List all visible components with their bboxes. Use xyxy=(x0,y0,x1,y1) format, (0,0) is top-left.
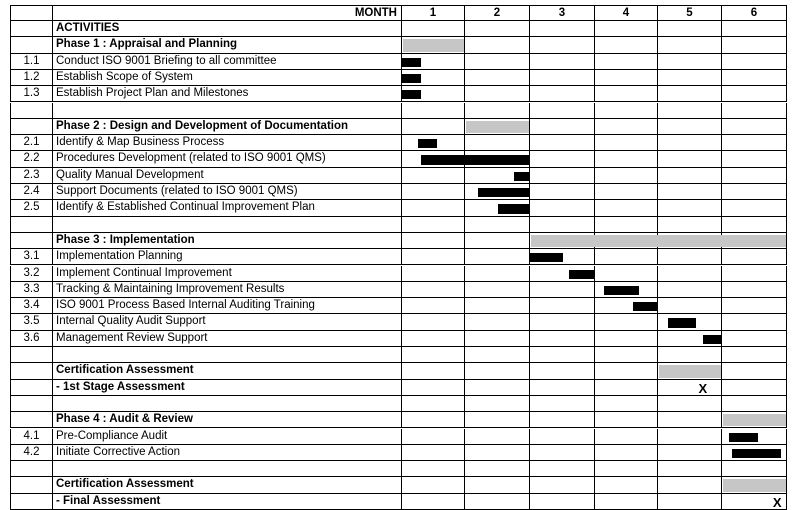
phase-span-fill xyxy=(659,365,721,377)
month-cell xyxy=(530,363,595,379)
month-cell xyxy=(658,477,722,493)
month-cell xyxy=(595,168,658,184)
row-number: 2.2 xyxy=(10,151,53,167)
month-cell xyxy=(658,249,722,265)
month-cell xyxy=(658,282,722,298)
month-cell xyxy=(595,494,658,510)
month-cell xyxy=(658,266,722,282)
month-cell xyxy=(658,461,722,477)
month-cell xyxy=(722,461,787,477)
section-heading: Certification Assessment xyxy=(53,363,402,379)
phase-span-fill xyxy=(723,479,786,491)
row-number: 2.3 xyxy=(10,168,53,184)
row-number: 1.1 xyxy=(10,54,53,70)
month-cell xyxy=(722,314,787,330)
month-cell xyxy=(530,298,595,314)
month-cell xyxy=(530,184,595,200)
month-header-1: 1 xyxy=(402,5,465,21)
section-heading: Phase 3 : Implementation xyxy=(53,233,402,249)
schedule-bar xyxy=(633,302,658,311)
month-cell xyxy=(722,282,787,298)
month-cell xyxy=(722,347,787,363)
month-cell xyxy=(530,151,595,167)
activity-label: Initiate Corrective Action xyxy=(53,445,402,461)
month-cell xyxy=(595,103,658,119)
row-number: 3.4 xyxy=(10,298,53,314)
month-cell xyxy=(465,380,530,396)
month-cell xyxy=(595,217,658,233)
row-number xyxy=(10,396,53,412)
month-cell xyxy=(530,217,595,233)
month-cell xyxy=(658,380,722,396)
row-number xyxy=(10,380,53,396)
month-cell xyxy=(530,119,595,135)
month-cell xyxy=(530,103,595,119)
month-cell xyxy=(595,347,658,363)
month-cell xyxy=(530,200,595,216)
activity-label: Conduct ISO 9001 Briefing to all committee xyxy=(53,54,402,70)
month-cell xyxy=(402,119,465,135)
month-cell xyxy=(595,184,658,200)
schedule-bar xyxy=(418,139,437,148)
month-cell xyxy=(530,21,595,37)
month-cell xyxy=(658,21,722,37)
month-cell xyxy=(658,396,722,412)
section-heading: - Final Assessment xyxy=(53,494,402,510)
month-header-5: 5 xyxy=(658,5,722,21)
schedule-bar xyxy=(729,433,758,442)
month-cell xyxy=(595,380,658,396)
activity-label xyxy=(53,103,402,119)
month-cell xyxy=(465,494,530,510)
month-cell xyxy=(530,70,595,86)
month-cell xyxy=(595,54,658,70)
month-cell xyxy=(530,445,595,461)
month-cell xyxy=(465,331,530,347)
month-cell xyxy=(530,37,595,53)
month-cell xyxy=(530,54,595,70)
month-cell xyxy=(658,103,722,119)
section-heading: Phase 4 : Audit & Review xyxy=(53,412,402,428)
month-cell xyxy=(402,494,465,510)
month-header-4: 4 xyxy=(595,5,658,21)
row-number xyxy=(10,217,53,233)
schedule-bar xyxy=(421,155,530,164)
month-cell xyxy=(530,86,595,102)
month-cell xyxy=(595,266,658,282)
month-cell xyxy=(595,363,658,379)
month-cell xyxy=(722,217,787,233)
month-cell xyxy=(530,314,595,330)
row-number xyxy=(10,363,53,379)
month-cell xyxy=(722,151,787,167)
month-cell xyxy=(402,331,465,347)
month-cell xyxy=(658,347,722,363)
month-cell xyxy=(402,380,465,396)
section-heading: - 1st Stage Assessment xyxy=(53,380,402,396)
row-number: 2.5 xyxy=(10,200,53,216)
month-cell xyxy=(595,86,658,102)
month-cell xyxy=(465,233,530,249)
schedule-bar xyxy=(498,204,531,213)
month-cell xyxy=(530,331,595,347)
month-cell xyxy=(465,477,530,493)
activity-label: ISO 9001 Process Based Internal Auditing Training xyxy=(53,298,402,314)
row-number: 4.2 xyxy=(10,445,53,461)
row-number: 3.1 xyxy=(10,249,53,265)
month-cell xyxy=(402,217,465,233)
month-cell xyxy=(465,445,530,461)
month-cell xyxy=(465,282,530,298)
schedule-bar xyxy=(530,253,563,262)
activity-label xyxy=(53,461,402,477)
row-number xyxy=(10,233,53,249)
section-heading: Phase 1 : Appraisal and Planning xyxy=(53,37,402,53)
schedule-bar xyxy=(402,58,421,67)
month-cell xyxy=(530,135,595,151)
month-cell xyxy=(722,37,787,53)
row-number: 1.2 xyxy=(10,70,53,86)
month-cell xyxy=(465,37,530,53)
month-cell xyxy=(595,331,658,347)
schedule-bar xyxy=(732,449,781,458)
phase-span-fill xyxy=(531,235,786,247)
month-cell xyxy=(595,249,658,265)
month-cell xyxy=(465,363,530,379)
month-cell xyxy=(722,396,787,412)
month-cell xyxy=(465,461,530,477)
month-cell xyxy=(465,266,530,282)
row-number: 3.6 xyxy=(10,331,53,347)
milestone-marker: X xyxy=(698,380,708,396)
activities-num-cell xyxy=(10,21,53,37)
month-cell xyxy=(402,282,465,298)
month-cell xyxy=(595,412,658,428)
schedule-bar xyxy=(604,286,639,295)
month-cell xyxy=(658,37,722,53)
month-cell xyxy=(722,363,787,379)
activity-label xyxy=(53,217,402,233)
month-cell xyxy=(530,282,595,298)
activity-label: Identify & Established Continual Improvement Plan xyxy=(53,200,402,216)
month-cell xyxy=(402,396,465,412)
row-number: 2.1 xyxy=(10,135,53,151)
schedule-bar xyxy=(569,270,595,279)
month-cell xyxy=(402,412,465,428)
schedule-bar xyxy=(514,172,530,181)
month-cell xyxy=(658,70,722,86)
month-cell xyxy=(722,168,787,184)
month-header-label: MONTH xyxy=(53,5,402,21)
schedule-bar xyxy=(668,318,697,327)
month-cell xyxy=(658,445,722,461)
month-cell xyxy=(595,429,658,445)
month-cell xyxy=(595,314,658,330)
month-cell xyxy=(595,21,658,37)
month-cell xyxy=(530,412,595,428)
month-cell xyxy=(722,298,787,314)
activity-label: Establish Scope of System xyxy=(53,70,402,86)
month-cell xyxy=(402,168,465,184)
month-cell xyxy=(658,429,722,445)
row-number: 1.3 xyxy=(10,86,53,102)
month-cell xyxy=(402,347,465,363)
month-cell xyxy=(465,21,530,37)
month-cell xyxy=(658,200,722,216)
month-cell xyxy=(402,200,465,216)
row-number: 3.3 xyxy=(10,282,53,298)
activity-label: Internal Quality Audit Support xyxy=(53,314,402,330)
month-cell xyxy=(658,298,722,314)
month-cell xyxy=(722,266,787,282)
schedule-bar xyxy=(402,74,421,83)
month-cell xyxy=(595,477,658,493)
month-cell xyxy=(595,445,658,461)
phase-span-fill xyxy=(466,121,529,133)
month-cell xyxy=(658,217,722,233)
month-cell xyxy=(465,70,530,86)
schedule-bar xyxy=(703,335,722,344)
month-header-6: 6 xyxy=(722,5,787,21)
month-cell xyxy=(722,380,787,396)
month-cell xyxy=(595,70,658,86)
activity-label: Support Documents (related to ISO 9001 QMS) xyxy=(53,184,402,200)
month-cell xyxy=(722,54,787,70)
month-cell xyxy=(658,412,722,428)
activity-label xyxy=(53,396,402,412)
month-cell xyxy=(465,103,530,119)
month-cell xyxy=(722,119,787,135)
month-cell xyxy=(465,314,530,330)
month-cell xyxy=(402,298,465,314)
activity-label: Establish Project Plan and Milestones xyxy=(53,86,402,102)
month-cell xyxy=(722,200,787,216)
month-cell xyxy=(722,86,787,102)
activity-label: Pre-Compliance Audit xyxy=(53,429,402,445)
row-number xyxy=(10,119,53,135)
section-heading: Certification Assessment xyxy=(53,477,402,493)
row-number xyxy=(10,103,53,119)
row-number: 3.5 xyxy=(10,314,53,330)
month-cell xyxy=(658,168,722,184)
month-cell xyxy=(402,429,465,445)
month-cell xyxy=(402,266,465,282)
milestone-marker: X xyxy=(772,494,782,510)
row-number xyxy=(10,412,53,428)
row-number xyxy=(10,37,53,53)
month-cell xyxy=(402,363,465,379)
month-cell xyxy=(402,233,465,249)
month-cell xyxy=(402,445,465,461)
row-number xyxy=(10,477,53,493)
month-cell xyxy=(722,184,787,200)
section-heading: Phase 2 : Design and Development of Documentation xyxy=(53,119,402,135)
month-cell xyxy=(465,429,530,445)
activity-label: Implement Continual Improvement xyxy=(53,266,402,282)
month-header-3: 3 xyxy=(530,5,595,21)
month-cell xyxy=(530,396,595,412)
row-number: 4.1 xyxy=(10,429,53,445)
month-cell xyxy=(658,54,722,70)
month-cell xyxy=(530,380,595,396)
month-cell xyxy=(658,184,722,200)
month-cell xyxy=(465,412,530,428)
month-cell xyxy=(530,347,595,363)
month-cell xyxy=(658,119,722,135)
activity-label: Quality Manual Development xyxy=(53,168,402,184)
row-number: 2.4 xyxy=(10,184,53,200)
month-cell xyxy=(658,151,722,167)
month-cell xyxy=(595,151,658,167)
month-cell xyxy=(402,314,465,330)
month-header-2: 2 xyxy=(465,5,530,21)
activity-label xyxy=(53,347,402,363)
month-cell xyxy=(722,70,787,86)
month-cell xyxy=(402,21,465,37)
month-cell xyxy=(722,103,787,119)
month-cell xyxy=(595,37,658,53)
row-number xyxy=(10,347,53,363)
month-cell xyxy=(465,298,530,314)
month-cell xyxy=(595,461,658,477)
month-cell xyxy=(465,217,530,233)
schedule-bar xyxy=(478,188,530,197)
month-cell xyxy=(402,184,465,200)
month-cell xyxy=(465,86,530,102)
month-cell xyxy=(722,135,787,151)
month-cell xyxy=(722,249,787,265)
month-cell xyxy=(530,168,595,184)
row-number: 3.2 xyxy=(10,266,53,282)
activity-label: Tracking & Maintaining Improvement Results xyxy=(53,282,402,298)
month-cell xyxy=(530,494,595,510)
phase-span-fill xyxy=(403,39,464,51)
month-cell xyxy=(595,135,658,151)
month-cell xyxy=(658,135,722,151)
activity-label: Procedures Development (related to ISO 9001 QMS) xyxy=(53,151,402,167)
row-number xyxy=(10,494,53,510)
activities-header: ACTIVITIES xyxy=(53,21,402,37)
month-cell xyxy=(595,200,658,216)
month-cell xyxy=(402,249,465,265)
month-cell xyxy=(402,477,465,493)
month-cell xyxy=(465,249,530,265)
month-cell xyxy=(722,331,787,347)
activity-label: Identify & Map Business Process xyxy=(53,135,402,151)
month-cell xyxy=(595,396,658,412)
month-cell xyxy=(530,461,595,477)
month-cell xyxy=(402,103,465,119)
activity-label: Management Review Support xyxy=(53,331,402,347)
activity-label: Implementation Planning xyxy=(53,249,402,265)
month-cell xyxy=(530,477,595,493)
month-cell xyxy=(465,54,530,70)
header-corner xyxy=(10,5,53,21)
month-cell xyxy=(722,21,787,37)
month-cell xyxy=(658,494,722,510)
month-cell xyxy=(465,396,530,412)
month-cell xyxy=(465,347,530,363)
month-cell xyxy=(530,429,595,445)
phase-span-fill xyxy=(723,414,786,426)
month-cell xyxy=(658,86,722,102)
month-cell xyxy=(595,119,658,135)
schedule-bar xyxy=(402,90,421,99)
month-cell xyxy=(402,461,465,477)
month-cell xyxy=(465,135,530,151)
row-number xyxy=(10,461,53,477)
